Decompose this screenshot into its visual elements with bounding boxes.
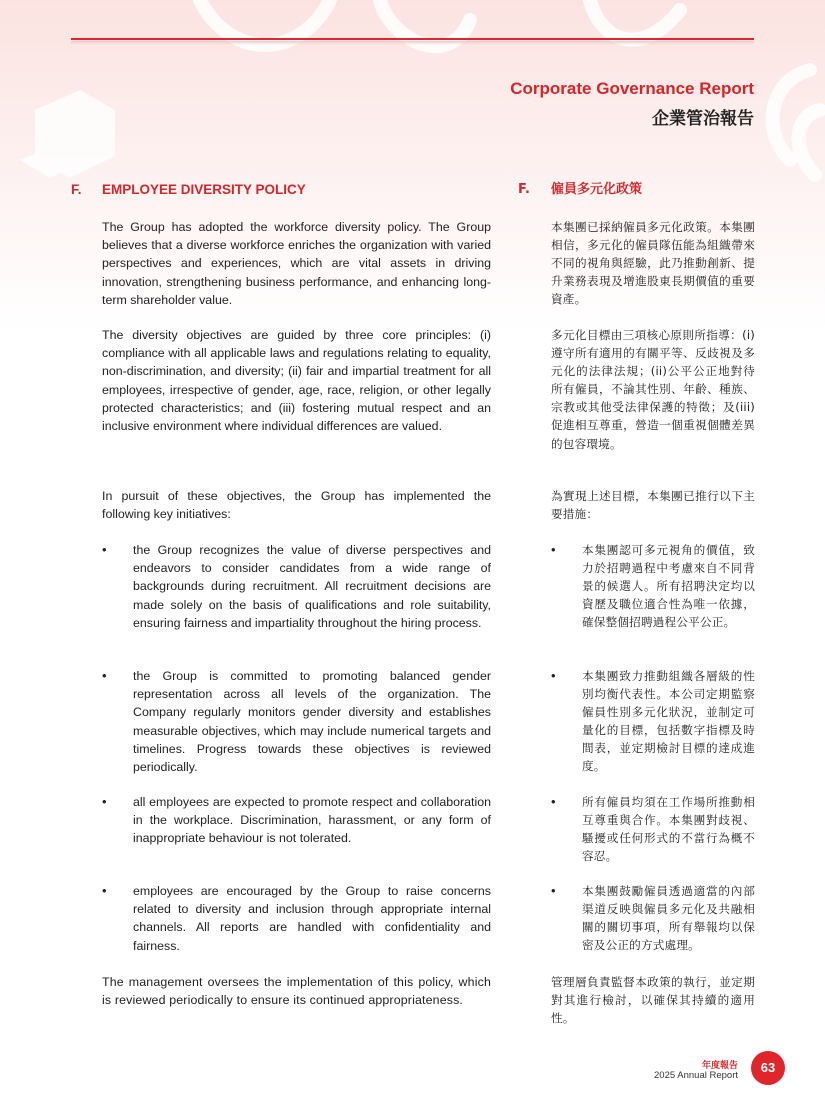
paragraph-policy-adoption: The Group has adopted the workforce diversity policy. The Group believes that a diverse workforce enriches the organization with varied perspectives and experiences, which are vital assets in driving innovation, strengthening business performance, and enhancing long-term shareholder value. xyxy=(102,220,491,307)
paragraph-initiatives-intro: 為實現上述目標，本集團已推行以下主要措施： xyxy=(551,489,755,522)
paragraph-policy-adoption: 本集團已採納僱員多元化政策。本集團相信，多元化的僱員隊伍能為組織帶來不同的視角與經驗，此乃推動創新、提升業務表現及增進股東長期價值的重要資產。 xyxy=(551,220,755,307)
header-rule xyxy=(71,38,754,40)
report-title-chinese: 企業管治報告 xyxy=(652,109,754,129)
bullet-text: 所有僱員均須在工作場所推動相互尊重與合作。本集團對歧視、騷擾或任何形式的不當行為概不容忍。 xyxy=(582,795,755,864)
bullet-icon: • xyxy=(102,883,107,898)
list-item xyxy=(551,667,755,776)
report-title-english: Corporate Governance Report xyxy=(510,79,754,98)
section-title: EMPLOYEE DIVERSITY POLICY xyxy=(102,182,306,197)
header-rule-shadow xyxy=(71,41,754,45)
footer-label-chinese: 年度報告 xyxy=(701,1061,738,1071)
paragraph-core-principles: The diversity objectives are guided by three core principles: (i) compliance with all applicable laws and regulations relating to equality, non-discrimination, and diversity; (ii) fair and impartial treatment for all employees, irrespective of gender, age, race, religion, or other legally protected characteristics; and (iii) fostering mutual respect and an inclusive environment where individual differences are valued. xyxy=(102,328,491,434)
paragraph-core-principles: 多元化目標由三項核心原則所指導：(i)遵守所有適用的有關平等、反歧視及多元化的法律法規；(ii)公平公正地對待所有僱員，不論其性別、年齡、種族、宗教或其他受法律保護的特徵；及(iii)促進相互尊重，營造一個重視個體差異的包容環境。 xyxy=(551,328,755,451)
bullet-text: 本集團鼓勵僱員透過適當的內部渠道反映與僱員多元化及共融相關的關切事項，所有舉報均以保密及公正的方式處理。 xyxy=(582,884,755,953)
bullet-text: the Group recognizes the value of diverse perspectives and endeavors to consider candidates from a wide range of backgrounds during recruitment. All recruitment decisions are made solely on the basis of qualifications and role suitability, ensuring fairness and impartiality throughout the hiring process. xyxy=(133,543,491,630)
section-letter: F. xyxy=(71,182,82,197)
section-heading-english xyxy=(71,180,491,200)
list-item xyxy=(102,541,491,632)
list-item xyxy=(102,667,491,776)
section-letter: F. xyxy=(518,182,530,197)
bullet-icon: • xyxy=(551,668,556,683)
bullet-icon: • xyxy=(551,542,556,557)
list-item xyxy=(102,793,491,848)
page-number-badge: 63 xyxy=(751,1051,785,1085)
paragraph-initiatives-intro: In pursuit of these objectives, the Group has implemented the following key initiatives: xyxy=(102,489,491,522)
list-item xyxy=(551,541,755,631)
list-item xyxy=(551,793,755,865)
bullet-icon: • xyxy=(102,794,107,809)
footer-label-english: 2025 Annual Report xyxy=(654,1070,738,1081)
bullet-icon: • xyxy=(551,883,556,898)
bullet-text: 本集團認可多元視角的價值，致力於招聘過程中考慮來自不同背景的候選人。所有招聘決定均以資歷及職位適合性為唯一依據，確保整個招聘過程公平公正。 xyxy=(582,543,755,630)
bullet-text: the Group is committed to promoting balanced gender representation across all levels of the organization. The Company regularly monitors gender diversity and establishes measurable objectives, which may include numerical targets and timelines. Progress towards these objectives is reviewed periodically. xyxy=(133,669,491,775)
paragraph-closing: 管理層負責監督本政策的執行，並定期對其進行檢討，以確保其持續的適用性。 xyxy=(551,975,755,1026)
bullet-text: all employees are expected to promote respect and collaboration in the workplace. Discrimination, harassment, or any form of inappropriate behaviour is not tolerated. xyxy=(133,795,491,846)
bullet-text: employees are encouraged by the Group to raise concerns related to diversity and inclusion through appropriate internal channels. All reports are handled with confidentiality and fairness. xyxy=(133,884,491,953)
list-item xyxy=(551,882,755,954)
bullet-icon: • xyxy=(551,794,556,809)
bullet-icon: • xyxy=(102,668,107,683)
bullet-icon: • xyxy=(102,542,107,557)
english-column xyxy=(71,180,491,1008)
chinese-column xyxy=(518,180,755,1026)
paragraph-closing: The management oversees the implementation of this policy, which is reviewed periodically to ensure its continued appropriateness. xyxy=(102,975,491,1008)
list-item xyxy=(102,882,491,955)
bullet-text: 本集團致力推動組織各層級的性別均衡代表性。本公司定期監察僱員性別多元化狀況，並制定可量化的目標，包括數字指標及時間表，並定期檢討目標的達成進度。 xyxy=(582,669,755,774)
section-heading-chinese xyxy=(518,180,755,200)
section-title: 僱員多元化政策 xyxy=(551,182,643,197)
